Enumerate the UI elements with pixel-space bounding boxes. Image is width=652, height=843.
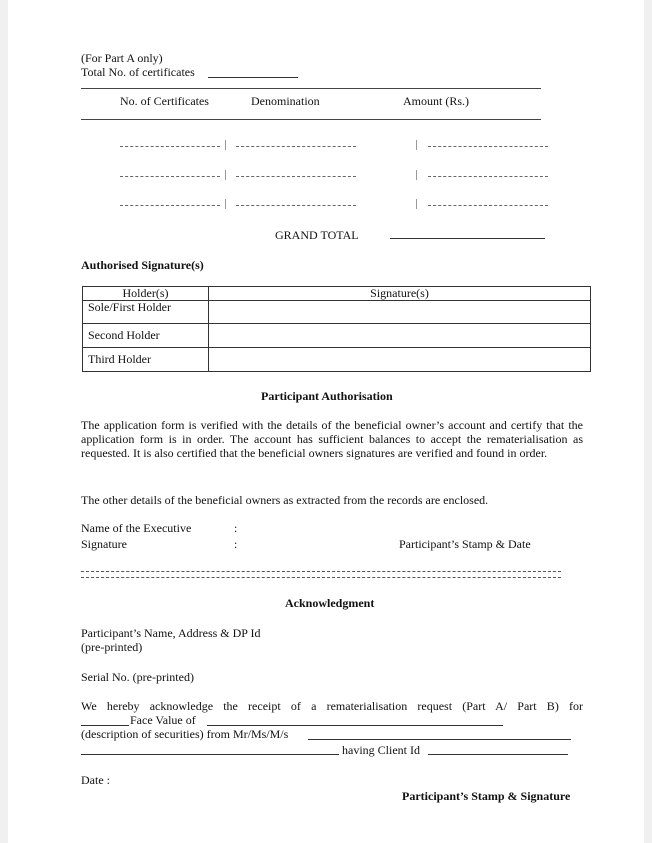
date-label: Date : <box>81 773 110 787</box>
signature-table <box>82 286 591 372</box>
client-id-label: having Client Id <box>342 743 420 757</box>
stamp-signature-label: Participant’s Stamp & Signature <box>402 789 571 803</box>
column-divider <box>225 140 226 150</box>
verification-paragraph: The application form is verified with the details of the beneficial owner’s account and certify that the application form is in order. The account has sufficient balances to accept the rematerialisation as requested. It is also certified that the beneficial owners signatures are verified and found in order. <box>81 418 583 460</box>
certificates-field-1[interactable] <box>120 146 220 147</box>
description-label: (description of securities) from Mr/Ms/M/s <box>81 727 289 741</box>
face-value-label: Face Value of <box>130 713 196 727</box>
executive-name-label: Name of the Executive <box>81 521 192 535</box>
table-header-rule <box>81 119 541 120</box>
form-page <box>8 0 644 843</box>
part-a-label: (For Part A only) <box>81 51 163 65</box>
certificates-field-2[interactable] <box>120 176 220 177</box>
acknowledgment-heading: Acknowledgment <box>285 596 375 610</box>
signature-label: Signature <box>81 537 127 551</box>
face-value-field[interactable] <box>207 725 503 726</box>
grand-total-field[interactable] <box>390 238 545 239</box>
denomination-field-3[interactable] <box>236 205 356 206</box>
amount-field-2[interactable] <box>428 176 548 177</box>
holder-row-label: Sole/First Holder <box>83 301 209 324</box>
amount-field-1[interactable] <box>428 146 548 147</box>
column-divider <box>416 199 417 209</box>
stamp-date-label: Participant’s Stamp & Date <box>399 537 531 551</box>
holder-column-header: Holder(s) <box>83 287 209 301</box>
colon: : <box>234 537 238 551</box>
column-divider <box>416 140 417 150</box>
signature-cell-third-holder[interactable] <box>209 348 591 372</box>
serial-number-label: Serial No. (pre-printed) <box>81 670 194 684</box>
signature-cell-first-holder[interactable] <box>209 301 591 324</box>
table-top-rule <box>81 88 541 89</box>
signature-cell-second-holder[interactable] <box>209 324 591 348</box>
header-amount: Amount (Rs.) <box>403 94 469 108</box>
holder-row-label: Second Holder <box>83 324 209 348</box>
receipt-text: We hereby acknowledge the receipt of a rematerialisation request (Part A/ Part B) for <box>81 699 583 713</box>
holder-row-label: Third Holder <box>83 348 209 372</box>
quantity-field[interactable] <box>81 725 129 726</box>
client-id-field[interactable] <box>428 754 568 755</box>
authorised-signature-heading: Authorised Signature(s) <box>81 258 204 272</box>
signature-column-header: Signature(s) <box>209 287 591 301</box>
denomination-field-1[interactable] <box>236 146 356 147</box>
records-enclosed-text: The other details of the beneficial owners as extracted from the records are enclosed. <box>81 493 489 507</box>
total-certificates-label: Total No. of certificates <box>81 65 195 79</box>
header-no-of-certificates: No. of Certificates <box>120 94 209 108</box>
header-denomination: Denomination <box>251 94 320 108</box>
holder-name-field[interactable] <box>308 739 571 740</box>
section-separator <box>81 571 561 578</box>
column-divider <box>225 199 226 209</box>
participant-authorisation-heading: Participant Authorisation <box>261 389 393 403</box>
total-certificates-field[interactable] <box>208 77 298 78</box>
amount-field-3[interactable] <box>428 205 548 206</box>
grand-total-label: GRAND TOTAL <box>275 228 359 242</box>
column-divider <box>225 170 226 180</box>
certificates-field-3[interactable] <box>120 205 220 206</box>
denomination-field-2[interactable] <box>236 176 356 177</box>
preprinted-label: (pre-printed) <box>81 640 143 654</box>
column-divider <box>416 170 417 180</box>
holder-name-field-continued[interactable] <box>81 754 339 755</box>
colon: : <box>234 521 238 535</box>
participant-details-label: Participant’s Name, Address & DP Id <box>81 626 261 640</box>
